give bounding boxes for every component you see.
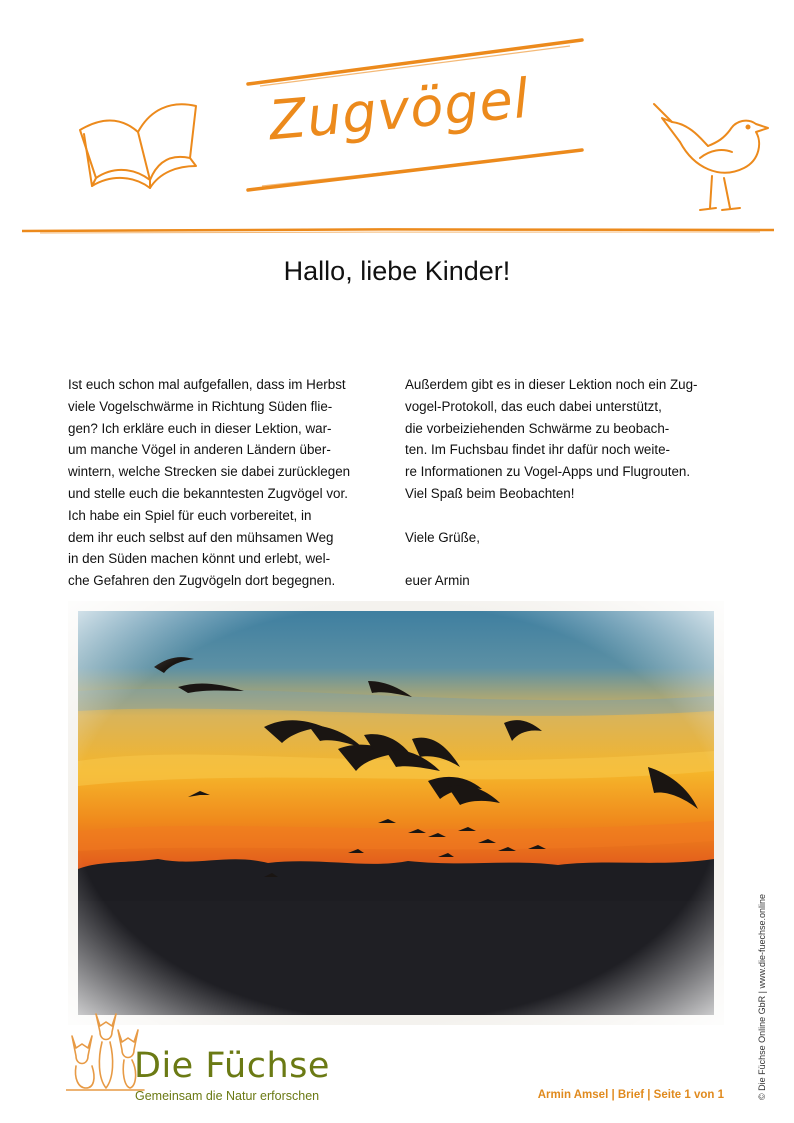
page-title: Zugvögel	[266, 66, 533, 153]
page-footer: Armin Amsel | Brief | Seite 1 von 1	[537, 1089, 724, 1101]
letter-line: in den Süden machen könnt und erlebt, wel-	[68, 551, 331, 567]
letter-line: che Gefahren den Zugvögeln dort begegnen.	[68, 573, 336, 589]
letter-closing: Viele Grüße,	[405, 529, 480, 545]
letter-line: Viel Spaß beim Beobachten!	[405, 485, 575, 501]
letter-line: Ist euch schon mal aufgefallen, dass im Herbst	[68, 377, 346, 392]
letter-column-right	[405, 374, 725, 592]
letter-signature: euer Armin	[405, 573, 470, 589]
brand-name: Die Füchse	[134, 1046, 330, 1086]
letter-line: Außerdem gibt es in dieser Lektion noch ein Zug-	[405, 377, 698, 392]
copyright-note: © Die Füchse Online GbR | www.die-fuechse.online	[757, 893, 767, 1100]
letter-line: Ich habe ein Spiel für euch vorbereitet, in	[68, 507, 312, 523]
brand-tagline: Gemeinsam die Natur erforschen	[135, 1089, 320, 1103]
letter-line: viele Vogelschwärme in Richtung Süden flie-	[68, 398, 333, 414]
letter-line: um manche Vögel in anderen Ländern über-	[68, 442, 331, 458]
open-book-icon	[80, 104, 196, 188]
letter-line: die vorbeiziehenden Schwärme zu beobach-	[405, 420, 670, 436]
sunset-geese-illustration	[68, 601, 724, 1025]
letter-column-left	[68, 374, 388, 592]
bird-icon	[654, 104, 768, 210]
header-divider	[22, 229, 774, 231]
letter-line: und stelle euch die bekanntesten Zugvögel vor.	[68, 485, 348, 501]
letter-line: dem ihr euch selbst auf den mühsamen Weg	[68, 529, 334, 545]
greeting-heading: Hallo, liebe Kinder!	[283, 256, 511, 286]
letter-line: re Informationen zu Vogel-Apps und Flugrouten.	[405, 464, 691, 480]
letter-line: ten. Im Fuchsbau findet ihr dafür noch weite-	[405, 442, 670, 458]
letter-line: gen? Ich erkläre euch in dieser Lektion, war-	[68, 420, 332, 436]
letter-line: vogel-Protokoll, das euch dabei unterstützt,	[405, 398, 662, 414]
letter-line: wintern, welche Strecken sie dabei zurücklegen	[68, 464, 351, 480]
